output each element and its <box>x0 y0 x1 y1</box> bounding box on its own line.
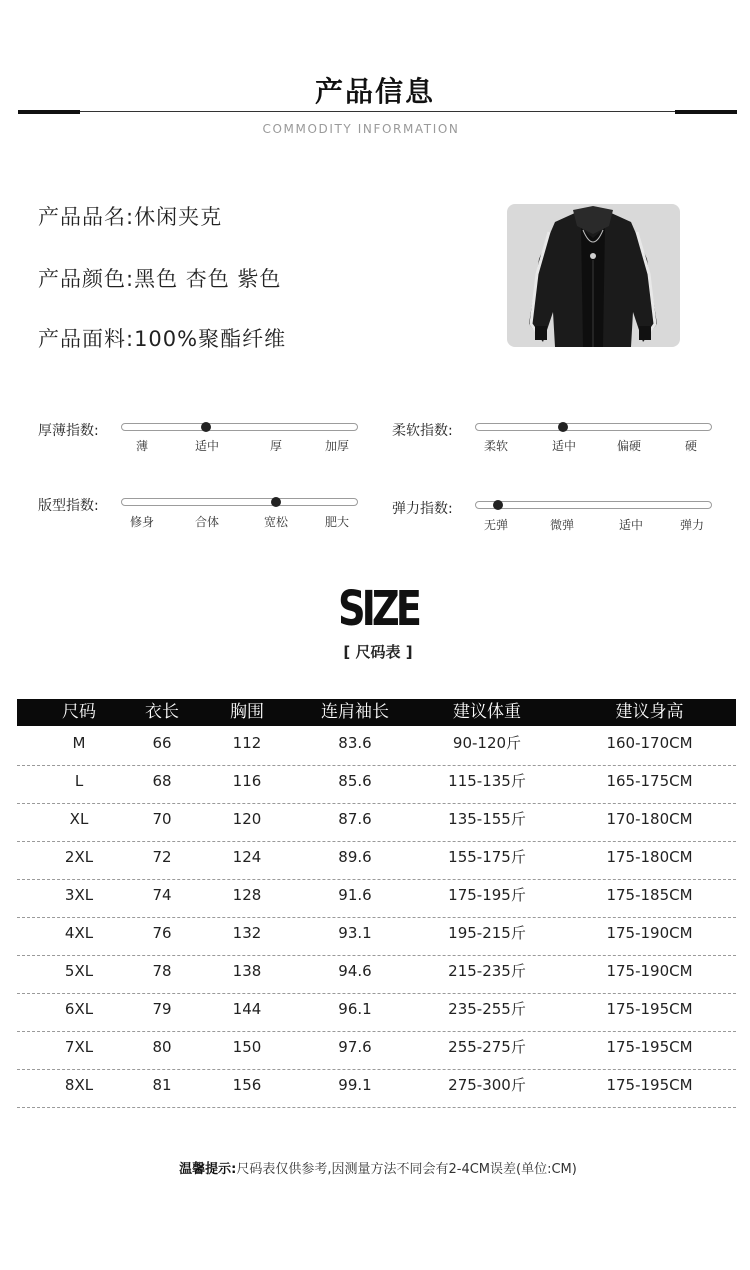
table-cell: 170-180CM <box>606 810 693 828</box>
header-right-bar <box>675 110 737 114</box>
table-cell: 144 <box>232 1000 262 1018</box>
product-fabric: 产品面料:100%聚酯纤维 <box>38 327 287 351</box>
thickness-tick: 加厚 <box>324 439 349 453</box>
table-cell: 3XL <box>64 886 94 904</box>
page-title: 产品信息 <box>314 75 435 108</box>
table-row <box>17 1031 736 1070</box>
table-cell: 160-170CM <box>606 734 693 752</box>
size-note-text: 尺码表仅供参考,因测量方法不同会有2-4CM误差(单位:CM) <box>236 1162 577 1177</box>
table-cell: 79 <box>152 1000 172 1018</box>
table-row <box>17 955 736 994</box>
table-cell: 155-175斤 <box>448 848 526 866</box>
product-color: 产品颜色:黑色 杏色 紫色 <box>38 267 282 291</box>
product-name: 产品品名:休闲夹克 <box>38 205 223 229</box>
table-cell: 275-300斤 <box>448 1076 526 1094</box>
table-cell: 87.6 <box>338 810 372 828</box>
table-cell: 195-215斤 <box>448 924 526 942</box>
table-cell: 89.6 <box>338 848 372 866</box>
table-cell: L <box>74 772 84 790</box>
table-cell: 215-235斤 <box>448 962 526 980</box>
fit-index-track <box>121 498 358 506</box>
table-cell: XL <box>69 810 89 828</box>
thickness-tick: 厚 <box>269 439 282 453</box>
table-cell: 255-275斤 <box>448 1038 526 1056</box>
elasticity-tick: 微弹 <box>549 518 574 532</box>
fit-index-marker <box>271 497 281 507</box>
table-cell: 175-190CM <box>606 924 693 942</box>
table-cell: 175-185CM <box>606 886 693 904</box>
thickness-tick: 薄 <box>135 439 148 453</box>
table-cell: 94.6 <box>338 962 372 980</box>
header-sleeve: 连肩袖长 <box>321 702 389 722</box>
table-cell: 83.6 <box>338 734 372 752</box>
table-cell: 124 <box>232 848 262 866</box>
table-cell: 175-195CM <box>606 1076 693 1094</box>
table-cell: 175-195CM <box>606 1000 693 1018</box>
table-cell: 156 <box>232 1076 262 1094</box>
size-note <box>0 1158 750 1177</box>
table-cell: 99.1 <box>338 1076 372 1094</box>
product-image <box>507 204 680 347</box>
header-weight: 建议体重 <box>453 702 521 722</box>
table-cell: 175-195CM <box>606 1038 693 1056</box>
elasticity-index-marker <box>493 500 503 510</box>
softness-index-marker <box>558 422 568 432</box>
table-cell: 128 <box>232 886 262 904</box>
table-cell: 66 <box>152 734 172 752</box>
elasticity-tick: 适中 <box>618 518 643 532</box>
table-cell: 5XL <box>64 962 94 980</box>
table-cell: 76 <box>152 924 172 942</box>
table-cell: 150 <box>232 1038 262 1056</box>
table-cell: 78 <box>152 962 172 980</box>
table-cell: 91.6 <box>338 886 372 904</box>
elasticity-tick: 无弹 <box>483 518 508 532</box>
thickness-index-track <box>121 423 358 431</box>
table-row <box>17 803 736 842</box>
table-cell: 6XL <box>64 1000 94 1018</box>
table-row <box>17 993 736 1032</box>
softness-tick: 偏硬 <box>616 439 641 453</box>
table-cell: 93.1 <box>338 924 372 942</box>
table-cell: 7XL <box>64 1038 94 1056</box>
table-cell: 68 <box>152 772 172 790</box>
table-cell: 112 <box>232 734 262 752</box>
table-cell: 8XL <box>64 1076 94 1094</box>
table-cell: 96.1 <box>338 1000 372 1018</box>
table-cell: 115-135斤 <box>448 772 526 790</box>
table-cell: 138 <box>232 962 262 980</box>
table-row <box>17 917 736 956</box>
elasticity-index-track <box>475 501 712 509</box>
softness-index-track <box>475 423 712 431</box>
jacket-illustration <box>507 204 680 347</box>
softness-tick: 硬 <box>684 439 697 453</box>
softness-index-label: 柔软指数: <box>392 423 453 439</box>
header-size: 尺码 <box>62 702 96 722</box>
header-divider <box>80 111 675 112</box>
table-cell: 90-120斤 <box>452 734 522 752</box>
table-cell: 97.6 <box>338 1038 372 1056</box>
table-cell: 175-190CM <box>606 962 693 980</box>
thickness-index-label: 厚薄指数: <box>38 423 99 439</box>
table-cell: 165-175CM <box>606 772 693 790</box>
table-cell: M <box>72 734 86 752</box>
table-row <box>17 765 736 804</box>
table-row <box>17 841 736 880</box>
fit-tick: 合体 <box>194 515 219 529</box>
page-subtitle: COMMODITY INFORMATION <box>262 122 460 136</box>
table-cell: 4XL <box>64 924 94 942</box>
softness-tick: 柔软 <box>483 439 508 453</box>
table-cell: 2XL <box>64 848 94 866</box>
fit-tick: 肥大 <box>324 515 349 529</box>
thickness-index-marker <box>201 422 211 432</box>
softness-tick: 适中 <box>551 439 576 453</box>
table-cell: 80 <box>152 1038 172 1056</box>
table-cell: 72 <box>152 848 172 866</box>
size-subtitle: [ 尺码表 ] <box>343 643 413 661</box>
size-title: SIZE <box>337 581 419 637</box>
table-cell: 235-255斤 <box>448 1000 526 1018</box>
fit-tick: 修身 <box>129 515 154 529</box>
header-height: 建议身高 <box>615 702 684 722</box>
table-row <box>17 727 736 766</box>
table-row <box>17 879 736 918</box>
table-cell: 85.6 <box>338 772 372 790</box>
header-left-bar <box>18 110 80 114</box>
table-cell: 116 <box>232 772 262 790</box>
table-row <box>17 1069 736 1108</box>
table-cell: 175-180CM <box>606 848 693 866</box>
table-cell: 81 <box>152 1076 172 1094</box>
thickness-tick: 适中 <box>194 439 219 453</box>
table-cell: 120 <box>232 810 262 828</box>
header-length: 衣长 <box>145 702 179 722</box>
table-cell: 74 <box>152 886 172 904</box>
size-table-header <box>17 699 736 726</box>
header-chest: 胸围 <box>230 702 264 722</box>
table-cell: 135-155斤 <box>448 810 526 828</box>
size-note-label: 温馨提示: <box>179 1162 237 1177</box>
elasticity-index-label: 弹力指数: <box>392 501 453 517</box>
table-cell: 70 <box>152 810 172 828</box>
table-cell: 175-195斤 <box>448 886 526 904</box>
fit-tick: 宽松 <box>263 515 288 529</box>
fit-index-label: 版型指数: <box>38 498 99 514</box>
elasticity-tick: 弹力 <box>679 518 704 532</box>
table-cell: 132 <box>232 924 262 942</box>
